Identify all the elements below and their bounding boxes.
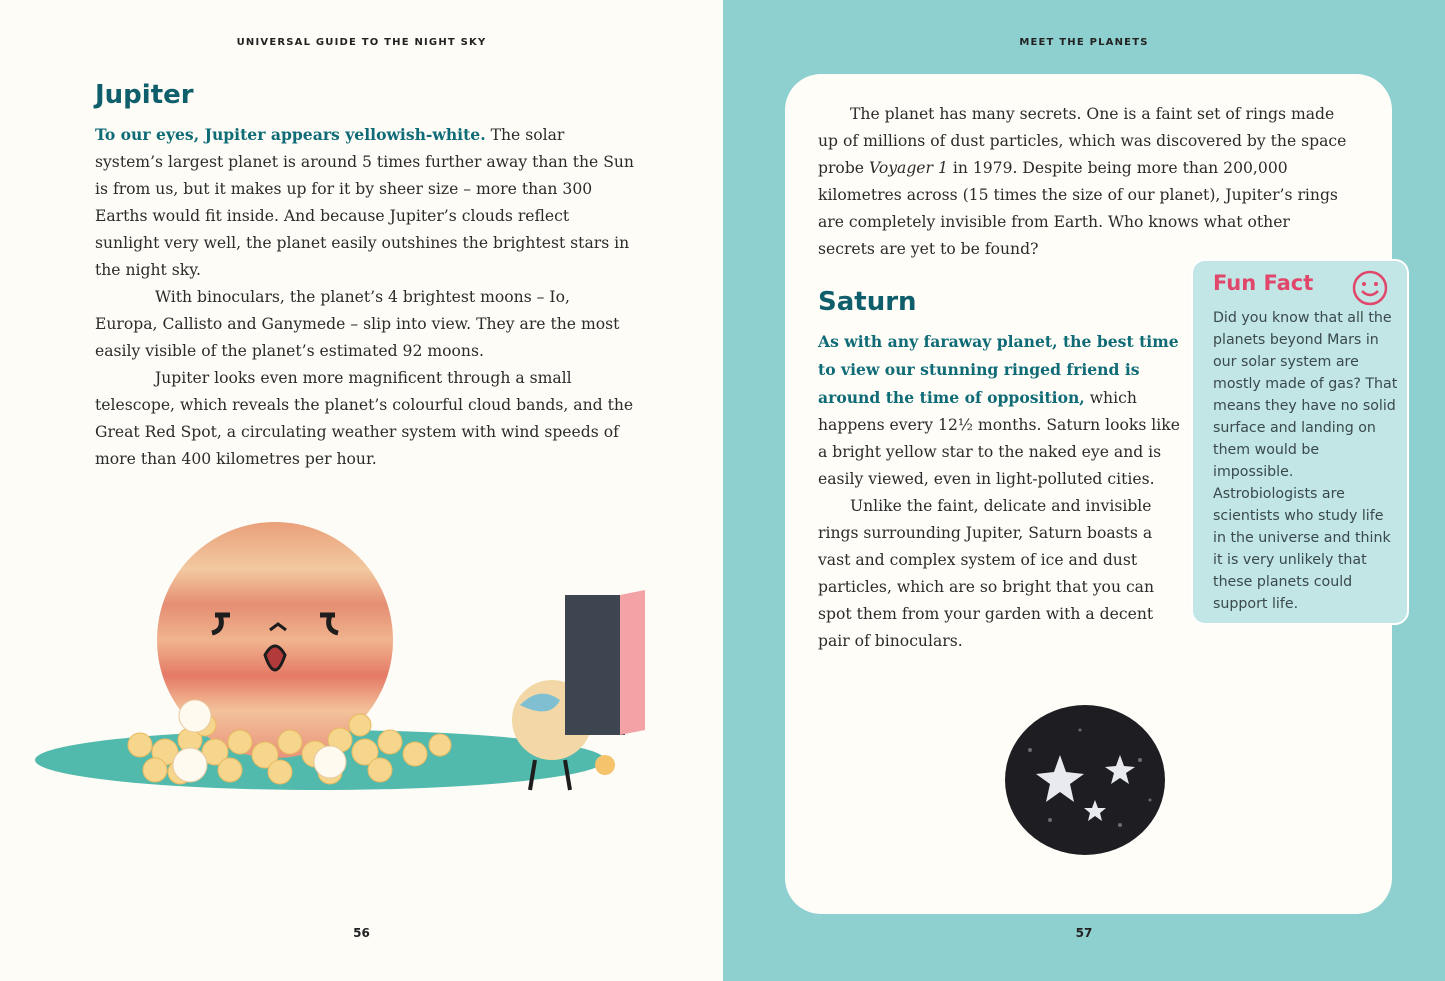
jupiter-heading: Jupiter [95, 80, 194, 110]
fun-fact-title: Fun Fact [1213, 271, 1314, 295]
saturn-para-1-rest: which happens every 12½ months. Saturn looks like a bright yellow star to the naked eye and is easily viewed, even in light-polluted cities. [818, 389, 1180, 488]
fun-fact-box [1191, 259, 1409, 625]
jupiter-para-1-rest: The solar system’s largest planet is around 5 times further away than the Sun is from us, but it makes up for it by sheer size – more than 300 Earths would fit inside. And because Jupiter’s clouds reflect sunlight very well, the planet easily outshines the brightest stars in the night sky. [95, 126, 634, 279]
fun-fact-text: Did you know that all the planets beyond Mars in our solar system are mostly made of gas? That means they have no solid surface and landing on them would be impossible. Astrobiologists are scientists who study life in the universe and think it is very unlikely that these planets could support life. [1213, 310, 1398, 612]
voyager-italic: Voyager 1 [869, 159, 948, 177]
saturn-body [818, 328, 1180, 655]
saturn-para-1 [818, 328, 1180, 493]
jupiter-para-1 [95, 121, 635, 284]
jupiter-para-2: With binoculars, the planet’s 4 brightest moons – Io, Europa, Callisto and Ganymede – slip into view. They are the most easily visible of the planet’s estimated 92 moons. [95, 288, 620, 360]
jupiter-illustration [30, 520, 690, 820]
saturn-heading: Saturn [818, 287, 917, 317]
running-head-left: UNIVERSAL GUIDE TO THE NIGHT SKY [236, 37, 487, 48]
page-number-right: 57 [1075, 926, 1093, 940]
page-number-left: 56 [353, 926, 370, 940]
jupiter-continued [818, 101, 1348, 263]
saturn-para-2: Unlike the faint, delicate and invisible rings surrounding Jupiter, Saturn boasts a vast and complex system of ice and dust particles, which are so bright that you can spot them from your garden with a decent pair of binoculars. [818, 497, 1155, 650]
star-cluster-illustration [1000, 700, 1170, 860]
jupiter-continued-para [818, 101, 1348, 263]
jupiter-cont-a: The planet has many secrets. One is a faint set of rings made up of millions of dust particles, which was discovered by the space probe [818, 105, 1347, 177]
jupiter-para-3: Jupiter looks even more magnificent through a small telescope, which reveals the planet’s colourful cloud bands, and the Great Red Spot, a circulating weather system with wind speeds of more than 400 kilometres per hour. [95, 369, 634, 468]
jupiter-body [95, 121, 635, 473]
saturn-lead: As with any faraway planet, the best time to view our stunning ringed friend is around the time of opposition, [818, 332, 1179, 407]
jupiter-cont-b: in 1979. Despite being more than 200,000 kilometres across (15 times the size of our planet), Jupiter’s rings are completely invisible from Earth. Who knows what other secrets are yet to be found? [818, 159, 1338, 258]
running-head-right: MEET THE PLANETS [1019, 37, 1149, 48]
jupiter-lead: To our eyes, Jupiter appears yellowish-white. [95, 125, 486, 144]
smiley-icon [1351, 269, 1389, 307]
door-frame [565, 595, 625, 735]
door [620, 590, 645, 735]
